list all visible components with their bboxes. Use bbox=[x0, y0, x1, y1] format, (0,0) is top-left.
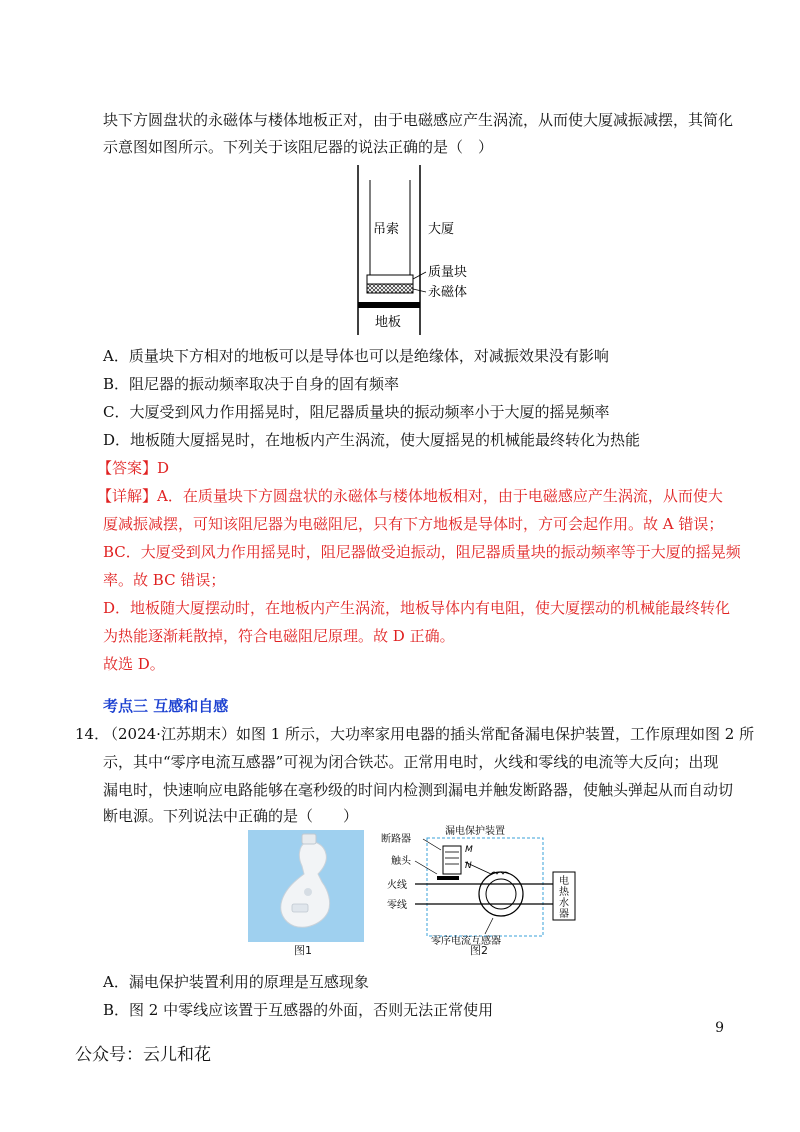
q13-explanation-line-3: BC．大厦受到风力作用摇晃时，阻尼器做受迫振动，阻尼器质量块的振动频率等于大厦的摇晃频 bbox=[103, 543, 741, 561]
q13-answer: 【答案】D bbox=[97, 459, 170, 477]
q13-option-c: C．大厦受到风力作用摇晃时，阻尼器质量块的振动频率小于大厦的摇晃频率 bbox=[103, 403, 610, 421]
fig2-n: N bbox=[465, 861, 472, 871]
plug-photo bbox=[248, 830, 364, 942]
footer-text: 公众号：云儿和花 bbox=[75, 1045, 211, 1065]
leakage-protector-diagram bbox=[375, 822, 585, 946]
damper-diagram bbox=[340, 160, 490, 340]
fig2-live: 火线 bbox=[387, 880, 407, 891]
q13-explanation-line-5: D．地板随大厦摆动时，在地板内产生涡流，地板导体内有电阻，使大厦摆动的机械能最终转化 bbox=[103, 599, 731, 617]
q13-option-b: B．阻尼器的振动频率取决于自身的固有频率 bbox=[103, 375, 400, 393]
q14-option-b: B．图 2 中零线应该置于互感器的外面，否则无法正常使用 bbox=[103, 1001, 494, 1019]
fig2-title: 漏电保护装置 bbox=[445, 826, 505, 837]
q14-stem-line-2: 示，其中“零序电流互感器”可视为闭合铁芯。正常用电时，火线和零线的电流等大反向；出现 bbox=[103, 753, 719, 771]
q13-explanation-line-6: 为热能逐渐耗散掉，符合电磁阻尼原理。故 D 正确。 bbox=[103, 627, 455, 645]
fig1-caption: 图1 bbox=[294, 944, 312, 957]
label-mass: 质量块 bbox=[428, 265, 468, 280]
fig2-heater-1: 电 bbox=[559, 876, 569, 887]
section-title: 考点三 互感和自感 bbox=[103, 697, 229, 715]
q14-number: 14． bbox=[75, 725, 110, 743]
label-cable: 吊索 bbox=[373, 222, 400, 237]
label-floor: 地板 bbox=[375, 315, 402, 330]
label-building: 大厦 bbox=[428, 222, 455, 237]
fig2-heater-4: 器 bbox=[559, 909, 569, 920]
q13-stem-line-2: 示意图如图所示。下列关于该阻尼器的说法正确的是（ ） bbox=[103, 138, 494, 156]
page-number: 9 bbox=[715, 1020, 724, 1036]
fig2-heater-3: 水 bbox=[559, 898, 569, 909]
fig2-transformer: 零序电流互感器 bbox=[431, 936, 501, 946]
fig2-heater-2: 热 bbox=[559, 887, 569, 898]
q14-stem-line-4: 断电源。下列说法中正确的是（ ） bbox=[103, 807, 359, 825]
q13-option-a: A．质量块下方相对的地板可以是导体也可以是绝缘体，对减振效果没有影响 bbox=[103, 347, 609, 365]
q14-option-a: A．漏电保护装置利用的原理是互感现象 bbox=[103, 973, 369, 991]
fig2-neutral: 零线 bbox=[387, 900, 407, 911]
q13-option-d: D．地板随大厦摇晃时，在地板内产生涡流，使大厦摇晃的机械能最终转化为热能 bbox=[103, 431, 641, 449]
q14-stem-line-1: （2024·江苏期末）如图 1 所示，大功率家用电器的插头常配备漏电保护装置，工作原理如图 2 所 bbox=[103, 725, 755, 743]
q14-stem-line-3: 漏电时，快速响应电路能够在毫秒级的时间内检测到漏电并触发断路器，使触头弹起从而自动切 bbox=[103, 781, 734, 799]
q13-stem-line-1: 块下方圆盘状的永磁体与楼体地板正对，由于电磁感应产生涡流，从而使大厦减振减摆，其简化 bbox=[103, 111, 734, 129]
q13-explanation-line-4: 率。故 BC 错误； bbox=[103, 571, 226, 589]
fig2-m: M bbox=[465, 845, 473, 855]
label-magnet: 永磁体 bbox=[428, 285, 468, 300]
fig2-caption: 图2 bbox=[470, 944, 488, 957]
q13-explanation-line-7: 故选 D。 bbox=[103, 655, 165, 673]
q13-explanation-line-1: 【详解】A．在质量块下方圆盘状的永磁体与楼体地板相对，由于电磁感应产生涡流，从而使大 bbox=[97, 487, 723, 505]
fig2-breaker: 断路器 bbox=[381, 834, 411, 845]
q13-explanation-line-2: 厦减振减摆，可知该阻尼器为电磁阻尼，只有下方地板是导体时，方可会起作用。故 A 错误； bbox=[103, 515, 724, 533]
fig2-contact: 触头 bbox=[391, 856, 411, 867]
